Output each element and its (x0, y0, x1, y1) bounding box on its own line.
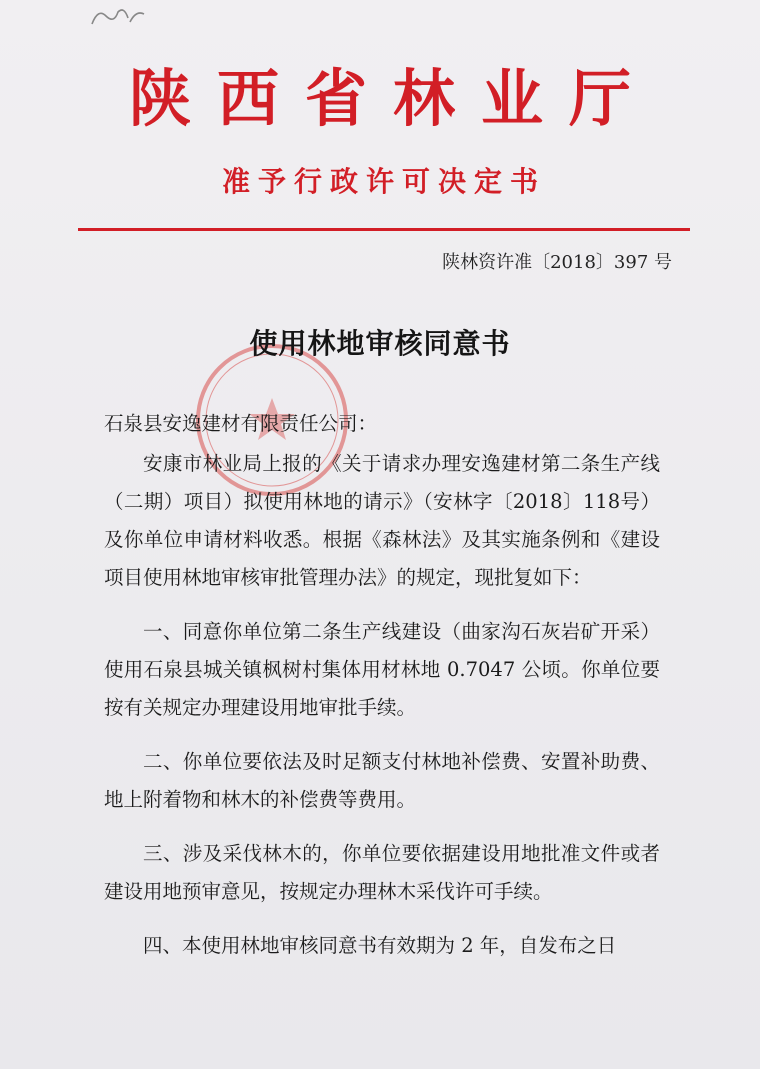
agency-letterhead: 陕西省林业厅 (128, 62, 657, 135)
letterhead-divider (78, 228, 690, 231)
document-title: 使用林地审核同意书 (249, 327, 511, 360)
paragraph-gap (104, 819, 660, 835)
document-number: 陕林资许准〔2018〕397 号 (442, 252, 672, 273)
handwritten-mark (88, 2, 148, 32)
paragraph-item-2: 二、你单位要依法及时足额支付林地补偿费、安置补助费、地上附着物和林木的补偿费等费用。 (104, 750, 660, 811)
document-body (104, 405, 660, 965)
paragraph-item-1: 一、同意你单位第二条生产线建设（曲家沟石灰岩矿开采）使用石泉县城关镇枫树村集体用材林地 0.7047 公顷。你单位要按有关规定办理建设用地审批手续。 (104, 620, 660, 719)
paragraph-intro: 安康市林业局上报的《关于请求办理安逸建材第二条生产线（二期）项目）拟使用林地的请示》（安林字〔2018〕118号）及你单位申请材料收悉。根据《森林法》及其实施条例和《建设项目使用林地审核审批管理办法》的规定，现批复如下： (104, 452, 660, 589)
decision-type-heading: 准予行政许可决定书 (221, 165, 546, 198)
paragraph-item-3: 三、涉及采伐林木的，你单位要依据建设用地批准文件或者建设用地预审意见，按规定办理林木采伐许可手续。 (104, 842, 660, 903)
paragraph-item-4: 四、本使用林地审核同意书有效期为 2 年，自发布之日 (143, 934, 617, 957)
salutation: 石泉县安逸建材有限责任公司： (104, 412, 378, 435)
paragraph-gap (104, 727, 660, 743)
paragraph-gap (104, 911, 660, 927)
paragraph-gap (104, 597, 660, 613)
